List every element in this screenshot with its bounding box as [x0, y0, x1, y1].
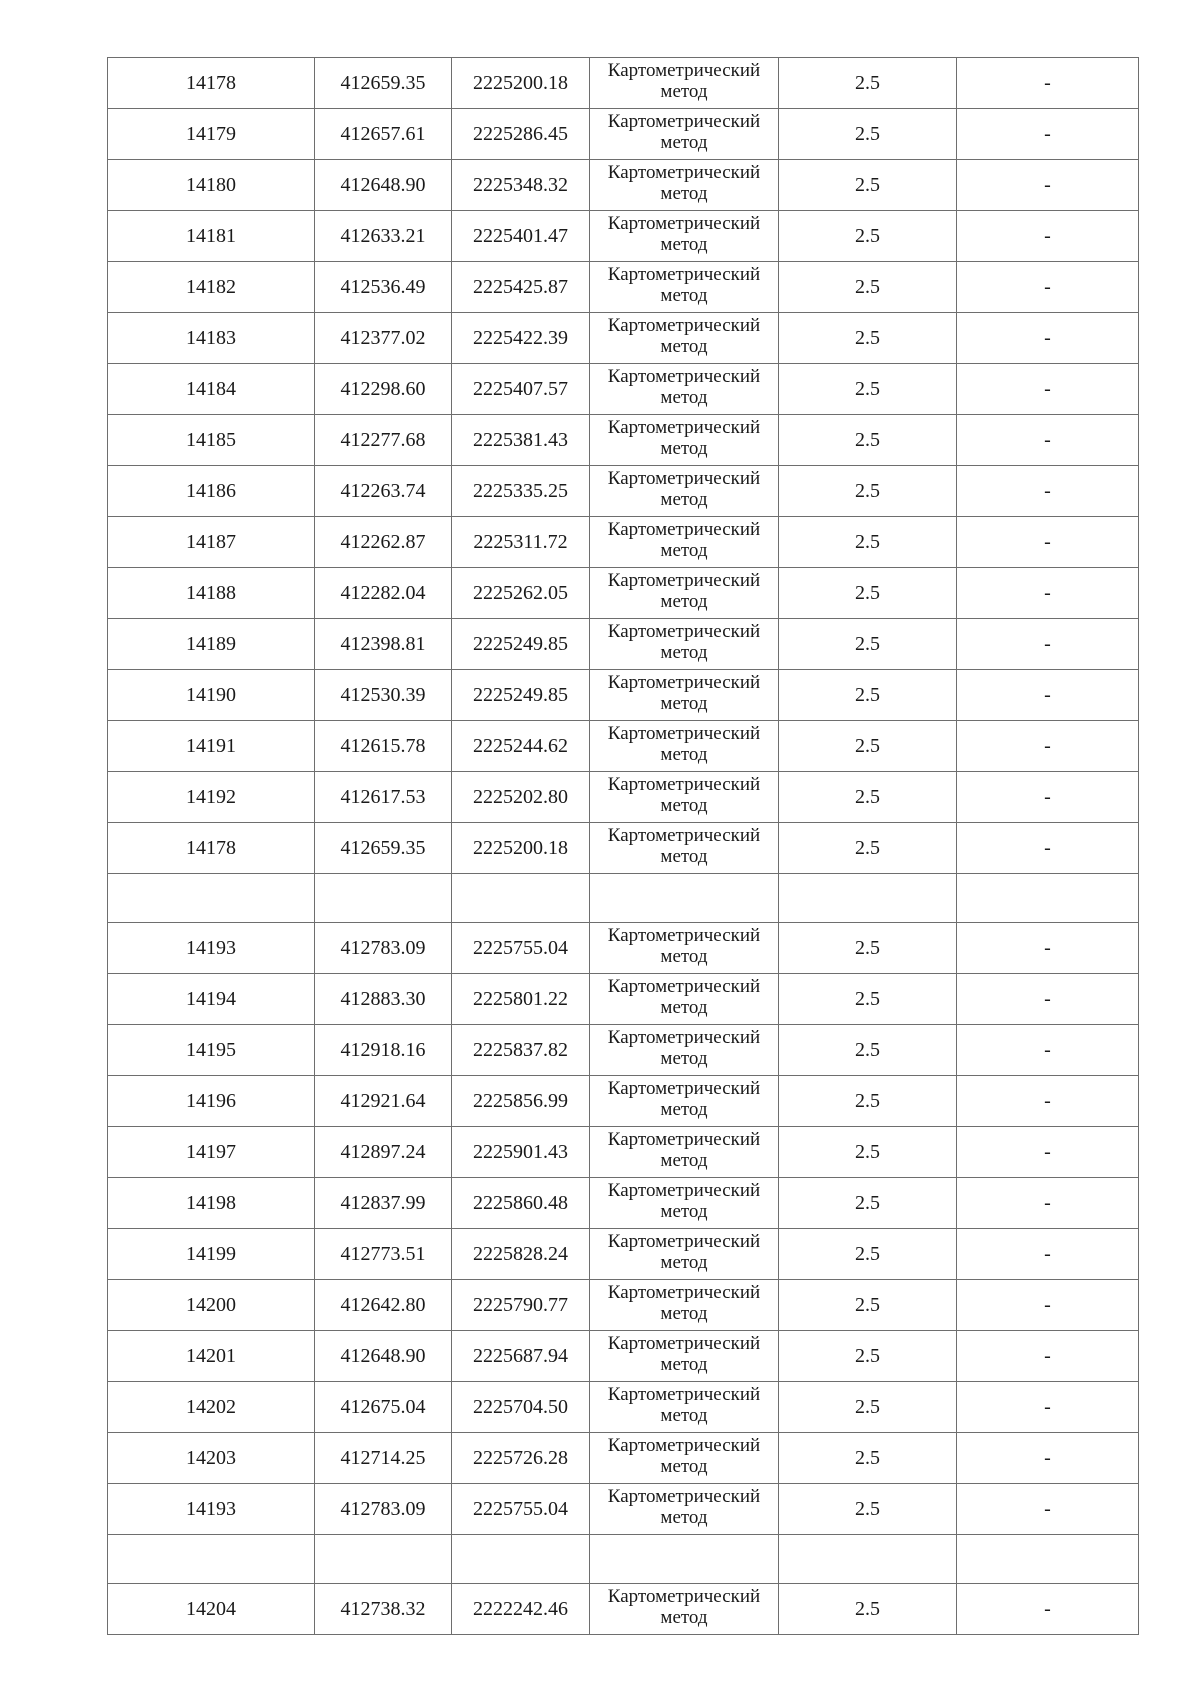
y-coordinate-cell: 2225249.85 [452, 670, 590, 721]
table-row [108, 1178, 1139, 1229]
empty-cell [957, 874, 1139, 923]
note-cell: - [957, 58, 1139, 109]
method-label-line2: метод [660, 1354, 708, 1375]
table-row [108, 1382, 1139, 1433]
accuracy-cell: 2.5 [779, 415, 957, 466]
point-number-cell: 14191 [108, 721, 315, 772]
method-label-line2: метод [660, 795, 708, 816]
point-number-cell: 14197 [108, 1127, 315, 1178]
method-cell [590, 262, 779, 313]
point-number-cell: 14178 [108, 58, 315, 109]
method-cell [590, 160, 779, 211]
method-cell [590, 1229, 779, 1280]
note-cell: - [957, 1178, 1139, 1229]
y-coordinate-cell: 2225422.39 [452, 313, 590, 364]
method-label-line1: Картометрический [607, 672, 761, 693]
x-coordinate-cell: 412921.64 [315, 1076, 452, 1127]
point-number-cell: 14184 [108, 364, 315, 415]
method-cell [590, 1076, 779, 1127]
method-label-line2: метод [660, 234, 708, 255]
y-coordinate-cell: 2225856.99 [452, 1076, 590, 1127]
point-number-cell: 14180 [108, 160, 315, 211]
accuracy-cell: 2.5 [779, 670, 957, 721]
table-row [108, 1433, 1139, 1484]
method-label-line2: метод [660, 642, 708, 663]
accuracy-cell: 2.5 [779, 1331, 957, 1382]
y-coordinate-cell: 2225837.82 [452, 1025, 590, 1076]
blank-separator-row [108, 1535, 1139, 1584]
point-number-cell: 14179 [108, 109, 315, 160]
table-row [108, 211, 1139, 262]
y-coordinate-cell: 2225202.80 [452, 772, 590, 823]
method-cell [590, 1484, 779, 1535]
method-label-line1: Картометрический [607, 111, 761, 132]
y-coordinate-cell: 2225726.28 [452, 1433, 590, 1484]
table-row [108, 670, 1139, 721]
method-label-line2: метод [660, 693, 708, 714]
note-cell: - [957, 1025, 1139, 1076]
note-cell: - [957, 568, 1139, 619]
x-coordinate-cell: 412918.16 [315, 1025, 452, 1076]
x-coordinate-cell: 412536.49 [315, 262, 452, 313]
point-number-cell: 14186 [108, 466, 315, 517]
table-row [108, 1025, 1139, 1076]
empty-cell [108, 874, 315, 923]
y-coordinate-cell: 2225755.04 [452, 923, 590, 974]
method-label-line1: Картометрический [607, 315, 761, 336]
note-cell: - [957, 1280, 1139, 1331]
method-label-line1: Картометрический [607, 976, 761, 997]
note-cell: - [957, 415, 1139, 466]
method-label-line2: метод [660, 1048, 708, 1069]
x-coordinate-cell: 412263.74 [315, 466, 452, 517]
y-coordinate-cell: 2225200.18 [452, 823, 590, 874]
note-cell: - [957, 1331, 1139, 1382]
accuracy-cell: 2.5 [779, 160, 957, 211]
method-label-line1: Картометрический [607, 925, 761, 946]
method-cell [590, 974, 779, 1025]
method-label-line1: Картометрический [607, 366, 761, 387]
x-coordinate-cell: 412897.24 [315, 1127, 452, 1178]
x-coordinate-cell: 412398.81 [315, 619, 452, 670]
point-number-cell: 14202 [108, 1382, 315, 1433]
point-number-cell: 14200 [108, 1280, 315, 1331]
y-coordinate-cell: 2225200.18 [452, 58, 590, 109]
point-number-cell: 14201 [108, 1331, 315, 1382]
note-cell: - [957, 974, 1139, 1025]
y-coordinate-cell: 2225704.50 [452, 1382, 590, 1433]
accuracy-cell: 2.5 [779, 58, 957, 109]
method-cell [590, 1025, 779, 1076]
point-number-cell: 14204 [108, 1584, 315, 1635]
y-coordinate-cell: 2225828.24 [452, 1229, 590, 1280]
x-coordinate-cell: 412277.68 [315, 415, 452, 466]
note-cell: - [957, 772, 1139, 823]
note-cell: - [957, 517, 1139, 568]
blank-separator-row [108, 874, 1139, 923]
table-row [108, 619, 1139, 670]
point-number-cell: 14196 [108, 1076, 315, 1127]
table-row [108, 1331, 1139, 1382]
empty-cell [315, 874, 452, 923]
accuracy-cell: 2.5 [779, 262, 957, 313]
point-number-cell: 14193 [108, 923, 315, 974]
method-label-line2: метод [660, 1303, 708, 1324]
method-label-line2: метод [660, 1507, 708, 1528]
coordinates-table-body [108, 58, 1139, 1635]
method-label-line2: метод [660, 81, 708, 102]
note-cell: - [957, 1127, 1139, 1178]
method-label-line1: Картометрический [607, 723, 761, 744]
accuracy-cell: 2.5 [779, 313, 957, 364]
y-coordinate-cell: 2222242.46 [452, 1584, 590, 1635]
point-number-cell: 14189 [108, 619, 315, 670]
method-label-line1: Картометрический [607, 1486, 761, 1507]
point-number-cell: 14188 [108, 568, 315, 619]
point-number-cell: 14187 [108, 517, 315, 568]
method-label-line1: Картометрический [607, 1586, 761, 1607]
method-cell [590, 670, 779, 721]
point-number-cell: 14199 [108, 1229, 315, 1280]
method-cell [590, 211, 779, 262]
x-coordinate-cell: 412783.09 [315, 923, 452, 974]
table-row [108, 823, 1139, 874]
x-coordinate-cell: 412883.30 [315, 974, 452, 1025]
table-row [108, 262, 1139, 313]
y-coordinate-cell: 2225244.62 [452, 721, 590, 772]
method-cell [590, 109, 779, 160]
x-coordinate-cell: 412262.87 [315, 517, 452, 568]
method-cell [590, 364, 779, 415]
table-row [108, 364, 1139, 415]
point-number-cell: 14192 [108, 772, 315, 823]
method-label-line2: метод [660, 1405, 708, 1426]
point-number-cell: 14203 [108, 1433, 315, 1484]
accuracy-cell: 2.5 [779, 1382, 957, 1433]
method-label-line1: Картометрический [607, 1180, 761, 1201]
table-row [108, 109, 1139, 160]
table-row [108, 1584, 1139, 1635]
x-coordinate-cell: 412648.90 [315, 1331, 452, 1382]
table-row [108, 772, 1139, 823]
y-coordinate-cell: 2225249.85 [452, 619, 590, 670]
x-coordinate-cell: 412633.21 [315, 211, 452, 262]
x-coordinate-cell: 412659.35 [315, 823, 452, 874]
table-row [108, 415, 1139, 466]
method-label-line1: Картометрический [607, 1078, 761, 1099]
y-coordinate-cell: 2225262.05 [452, 568, 590, 619]
table-row [108, 1229, 1139, 1280]
method-label-line1: Картометрический [607, 1282, 761, 1303]
x-coordinate-cell: 412657.61 [315, 109, 452, 160]
note-cell: - [957, 721, 1139, 772]
y-coordinate-cell: 2225348.32 [452, 160, 590, 211]
method-cell [590, 1178, 779, 1229]
table-row [108, 1127, 1139, 1178]
y-coordinate-cell: 2225381.43 [452, 415, 590, 466]
method-label-line2: метод [660, 1456, 708, 1477]
method-label-line2: метод [660, 336, 708, 357]
method-cell [590, 313, 779, 364]
x-coordinate-cell: 412714.25 [315, 1433, 452, 1484]
y-coordinate-cell: 2225407.57 [452, 364, 590, 415]
method-label-line2: метод [660, 846, 708, 867]
note-cell: - [957, 1382, 1139, 1433]
method-cell [590, 1331, 779, 1382]
table-row [108, 1280, 1139, 1331]
x-coordinate-cell: 412298.60 [315, 364, 452, 415]
table-row [108, 974, 1139, 1025]
accuracy-cell: 2.5 [779, 974, 957, 1025]
table-row [108, 721, 1139, 772]
note-cell: - [957, 364, 1139, 415]
point-number-cell: 14195 [108, 1025, 315, 1076]
accuracy-cell: 2.5 [779, 1076, 957, 1127]
table-row [108, 466, 1139, 517]
method-cell [590, 1382, 779, 1433]
y-coordinate-cell: 2225311.72 [452, 517, 590, 568]
accuracy-cell: 2.5 [779, 619, 957, 670]
y-coordinate-cell: 2225425.87 [452, 262, 590, 313]
method-label-line2: метод [660, 997, 708, 1018]
accuracy-cell: 2.5 [779, 1584, 957, 1635]
method-label-line2: метод [660, 946, 708, 967]
method-label-line2: метод [660, 1252, 708, 1273]
coordinates-table [107, 57, 1139, 1635]
x-coordinate-cell: 412642.80 [315, 1280, 452, 1331]
table-row [108, 1076, 1139, 1127]
method-label-line1: Картометрический [607, 213, 761, 234]
accuracy-cell: 2.5 [779, 1484, 957, 1535]
method-label-line2: метод [660, 591, 708, 612]
table-row [108, 923, 1139, 974]
method-label-line1: Картометрический [607, 417, 761, 438]
method-label-line1: Картометрический [607, 519, 761, 540]
point-number-cell: 14198 [108, 1178, 315, 1229]
y-coordinate-cell: 2225801.22 [452, 974, 590, 1025]
method-cell [590, 517, 779, 568]
method-cell [590, 1584, 779, 1635]
y-coordinate-cell: 2225901.43 [452, 1127, 590, 1178]
point-number-cell: 14183 [108, 313, 315, 364]
y-coordinate-cell: 2225401.47 [452, 211, 590, 262]
method-label-line2: метод [660, 1201, 708, 1222]
method-cell [590, 823, 779, 874]
accuracy-cell: 2.5 [779, 823, 957, 874]
empty-cell [315, 1535, 452, 1584]
note-cell: - [957, 823, 1139, 874]
method-label-line1: Картометрический [607, 264, 761, 285]
accuracy-cell: 2.5 [779, 364, 957, 415]
empty-cell [957, 1535, 1139, 1584]
method-label-line1: Картометрический [607, 570, 761, 591]
empty-cell [452, 874, 590, 923]
accuracy-cell: 2.5 [779, 1178, 957, 1229]
x-coordinate-cell: 412773.51 [315, 1229, 452, 1280]
empty-cell [108, 1535, 315, 1584]
accuracy-cell: 2.5 [779, 466, 957, 517]
accuracy-cell: 2.5 [779, 1229, 957, 1280]
empty-cell [452, 1535, 590, 1584]
method-label-line1: Картометрический [607, 468, 761, 489]
table-row [108, 1484, 1139, 1535]
accuracy-cell: 2.5 [779, 109, 957, 160]
accuracy-cell: 2.5 [779, 772, 957, 823]
point-number-cell: 14194 [108, 974, 315, 1025]
method-label-line2: метод [660, 132, 708, 153]
accuracy-cell: 2.5 [779, 1280, 957, 1331]
note-cell: - [957, 160, 1139, 211]
method-label-line1: Картометрический [607, 162, 761, 183]
note-cell: - [957, 109, 1139, 160]
method-cell [590, 1127, 779, 1178]
table-row [108, 160, 1139, 211]
note-cell: - [957, 211, 1139, 262]
method-label-line2: метод [660, 387, 708, 408]
method-label-line1: Картометрический [607, 774, 761, 795]
y-coordinate-cell: 2225687.94 [452, 1331, 590, 1382]
x-coordinate-cell: 412738.32 [315, 1584, 452, 1635]
method-label-line1: Картометрический [607, 1231, 761, 1252]
note-cell: - [957, 1584, 1139, 1635]
empty-cell [779, 1535, 957, 1584]
x-coordinate-cell: 412648.90 [315, 160, 452, 211]
y-coordinate-cell: 2225860.48 [452, 1178, 590, 1229]
table-row [108, 568, 1139, 619]
method-label-line2: метод [660, 285, 708, 306]
method-label-line1: Картометрический [607, 1333, 761, 1354]
point-number-cell: 14190 [108, 670, 315, 721]
point-number-cell: 14193 [108, 1484, 315, 1535]
note-cell: - [957, 670, 1139, 721]
point-number-cell: 14185 [108, 415, 315, 466]
y-coordinate-cell: 2225755.04 [452, 1484, 590, 1535]
point-number-cell: 14182 [108, 262, 315, 313]
method-label-line1: Картометрический [607, 825, 761, 846]
method-cell [590, 923, 779, 974]
x-coordinate-cell: 412675.04 [315, 1382, 452, 1433]
method-cell [590, 772, 779, 823]
empty-cell [590, 1535, 779, 1584]
method-label-line1: Картометрический [607, 621, 761, 642]
method-label-line1: Картометрический [607, 1027, 761, 1048]
note-cell: - [957, 619, 1139, 670]
method-label-line1: Картометрический [607, 1435, 761, 1456]
method-label-line2: метод [660, 438, 708, 459]
method-label-line2: метод [660, 1150, 708, 1171]
x-coordinate-cell: 412659.35 [315, 58, 452, 109]
accuracy-cell: 2.5 [779, 721, 957, 772]
table-row [108, 58, 1139, 109]
accuracy-cell: 2.5 [779, 211, 957, 262]
x-coordinate-cell: 412617.53 [315, 772, 452, 823]
accuracy-cell: 2.5 [779, 1025, 957, 1076]
accuracy-cell: 2.5 [779, 1433, 957, 1484]
method-cell [590, 415, 779, 466]
note-cell: - [957, 1484, 1139, 1535]
note-cell: - [957, 262, 1139, 313]
empty-cell [590, 874, 779, 923]
method-label-line1: Картометрический [607, 60, 761, 81]
method-cell [590, 1433, 779, 1484]
x-coordinate-cell: 412282.04 [315, 568, 452, 619]
method-label-line2: метод [660, 540, 708, 561]
y-coordinate-cell: 2225286.45 [452, 109, 590, 160]
method-cell [590, 58, 779, 109]
note-cell: - [957, 1433, 1139, 1484]
x-coordinate-cell: 412615.78 [315, 721, 452, 772]
accuracy-cell: 2.5 [779, 1127, 957, 1178]
method-label-line2: метод [660, 489, 708, 510]
point-number-cell: 14178 [108, 823, 315, 874]
empty-cell [779, 874, 957, 923]
x-coordinate-cell: 412377.02 [315, 313, 452, 364]
note-cell: - [957, 466, 1139, 517]
method-label-line2: метод [660, 1099, 708, 1120]
note-cell: - [957, 1076, 1139, 1127]
note-cell: - [957, 1229, 1139, 1280]
x-coordinate-cell: 412783.09 [315, 1484, 452, 1535]
x-coordinate-cell: 412530.39 [315, 670, 452, 721]
method-cell [590, 619, 779, 670]
accuracy-cell: 2.5 [779, 923, 957, 974]
method-label-line1: Картометрический [607, 1384, 761, 1405]
accuracy-cell: 2.5 [779, 517, 957, 568]
note-cell: - [957, 923, 1139, 974]
table-row [108, 517, 1139, 568]
method-cell [590, 466, 779, 517]
method-cell [590, 721, 779, 772]
x-coordinate-cell: 412837.99 [315, 1178, 452, 1229]
y-coordinate-cell: 2225790.77 [452, 1280, 590, 1331]
method-label-line2: метод [660, 744, 708, 765]
point-number-cell: 14181 [108, 211, 315, 262]
method-cell [590, 568, 779, 619]
note-cell: - [957, 313, 1139, 364]
accuracy-cell: 2.5 [779, 568, 957, 619]
method-label-line2: метод [660, 1607, 708, 1628]
y-coordinate-cell: 2225335.25 [452, 466, 590, 517]
method-cell [590, 1280, 779, 1331]
method-label-line1: Картометрический [607, 1129, 761, 1150]
table-row [108, 313, 1139, 364]
method-label-line2: метод [660, 183, 708, 204]
